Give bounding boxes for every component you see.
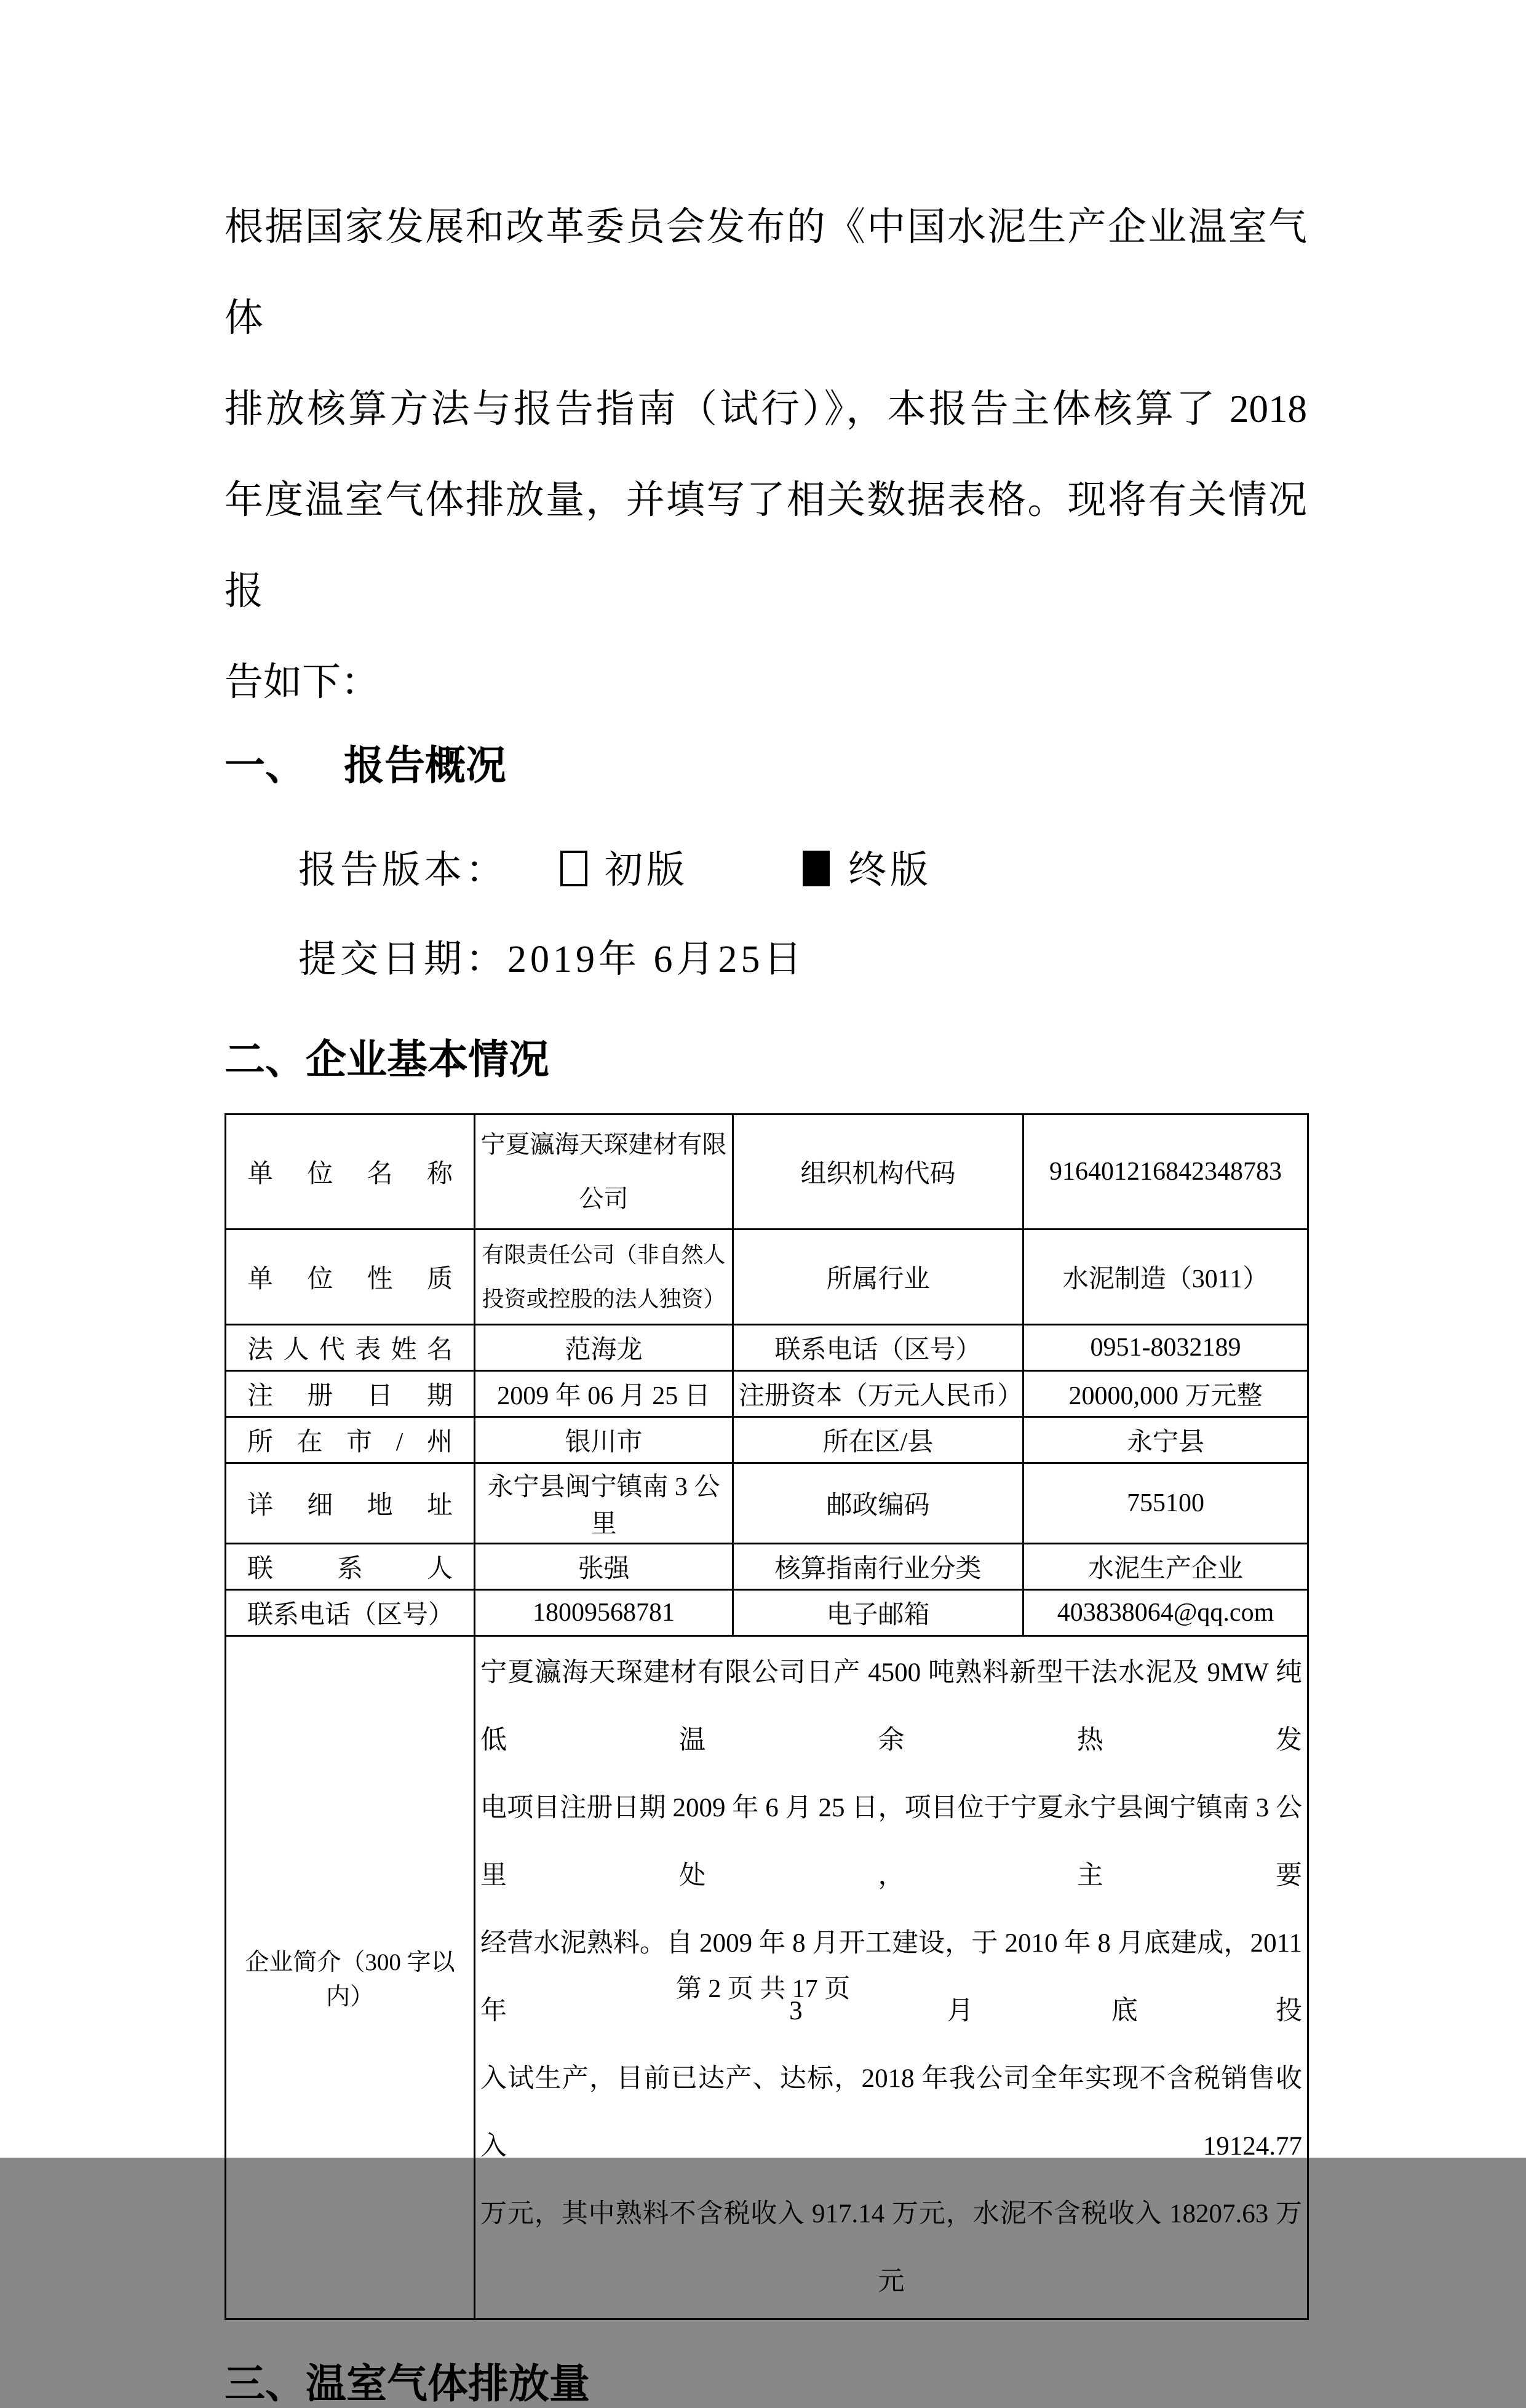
table-row (226, 1543, 1308, 1589)
table-label-cell (226, 1463, 475, 1543)
table-label-cell (226, 1543, 475, 1589)
intro-line: 告如下： (225, 661, 380, 704)
table-value-cell: 403838064@qq.com (1023, 1589, 1308, 1635)
table-row (226, 1417, 1308, 1463)
table-row (226, 1463, 1308, 1543)
table-value-cell: 水泥制造（3011） (1023, 1229, 1308, 1324)
company-table-body (226, 1114, 1308, 2319)
table-value-cell: 银川市 (475, 1417, 733, 1463)
section-heading-company-info (225, 1035, 1307, 1084)
table-value-cell: 0951-8032189 (1023, 1324, 1308, 1370)
section-title: 企业基本情况 (306, 1036, 549, 1082)
table-label-cell (226, 1229, 475, 1324)
profile-label-cell: 企业简介（300 字以内） (226, 1635, 475, 2319)
section-heading-report-overview (225, 741, 1307, 790)
cell-text: 单位性质 (247, 1265, 453, 1293)
submit-date-label: 提交日期： (298, 939, 508, 981)
section-title: 报告概况 (344, 742, 506, 788)
cell-text: 单位名称 (247, 1159, 453, 1188)
section-number: 三、 (225, 2360, 306, 2406)
table-value-cell: 宁夏瀛海天琛建材有限公司 (475, 1114, 733, 1229)
cell-text: 法人代表姓名 (247, 1335, 453, 1364)
report-version-label: 报告版本： (298, 849, 508, 892)
table-row (226, 1589, 1308, 1635)
intro-paragraph (225, 181, 1307, 728)
checkbox-unchecked-icon[interactable] (560, 851, 587, 886)
section-number: 一、 (225, 742, 306, 788)
checkbox-checked-icon[interactable] (803, 851, 830, 886)
table-value-cell: 755100 (1023, 1463, 1308, 1543)
company-info-table (225, 1113, 1309, 2320)
table-value-cell: 2009 年 06 月 25 日 (475, 1370, 733, 1417)
table-row (226, 1114, 1308, 1229)
table-value-cell: 有限责任公司（非自然人投资或控股的法人独资） (475, 1229, 733, 1324)
cell-text: 所在市/州 (247, 1428, 453, 1456)
profile-line: 电项目注册日期 2009 年 6 月 25 日，项目位于宁夏永宁县闽宁镇南 3 公里处，主要 (480, 1793, 1302, 1890)
cell-text: 详细地址 (247, 1491, 453, 1520)
cell-text: 联系人 (247, 1554, 453, 1583)
section-number: 二、 (225, 1036, 306, 1082)
profile-line: 经营水泥熟料。自 2009 年 8 月开工建设，于 2010 年 8 月底建成，2011 年 3 月底投 (480, 1928, 1302, 2025)
submit-date-value: 2019年 6月25日 (507, 939, 806, 981)
table-row (226, 1324, 1308, 1370)
table-value-cell: 20000,000 万元整 (1023, 1370, 1308, 1417)
table-row (226, 1370, 1308, 1417)
profile-line: 万元，其中熟料不含税收入 917.14 万元，水泥不含税收入 18207.63 万元 (480, 2199, 1302, 2296)
intro-line: 排放核算方法与报告指南（试行）》，本报告主体核算了 2018 (225, 387, 1307, 431)
table-label-cell: 邮政编码 (733, 1463, 1023, 1543)
report-version-field (225, 849, 1307, 892)
table-label-cell (226, 1417, 475, 1463)
page-number: 第 2 页 共 17 页 (675, 1975, 851, 2003)
section-heading-ghg-emissions (225, 2359, 1307, 2408)
option-label-final-edition: 终版 (848, 849, 932, 892)
table-label-cell: 电子邮箱 (733, 1589, 1023, 1635)
table-value-cell: 916401216842348783 (1023, 1114, 1308, 1229)
table-label-cell: 核算指南行业分类 (733, 1543, 1023, 1589)
table-label-cell: 所属行业 (733, 1229, 1023, 1324)
table-value-cell: 18009568781 (475, 1589, 733, 1635)
table-value-cell: 范海龙 (475, 1324, 733, 1370)
profile-line: 入试生产，目前已达产、达标，2018 年我公司全年实现不含税销售收入 19124.77 (480, 2064, 1302, 2161)
table-label-cell: 注册资本（万元人民币） (733, 1370, 1023, 1417)
section-title: 温室气体排放量 (306, 2360, 590, 2406)
table-value-cell: 张强 (475, 1543, 733, 1589)
table-label-cell (226, 1114, 475, 1229)
intro-line: 年度温室气体排放量，并填写了相关数据表格。现将有关情况报 (225, 479, 1307, 613)
table-label-cell (226, 1589, 475, 1635)
option-label-first-edition: 初版 (605, 849, 689, 892)
table-value-cell: 水泥生产企业 (1023, 1543, 1308, 1589)
cell-text: 注册日期 (247, 1381, 453, 1410)
submit-date-field (225, 938, 1307, 982)
table-label-cell (226, 1370, 475, 1417)
table-label-cell: 所在区/县 (733, 1417, 1023, 1463)
intro-line: 根据国家发展和改革委员会发布的《中国水泥生产企业温室气体 (225, 205, 1307, 340)
table-label-cell (226, 1324, 475, 1370)
table-label-cell: 组织机构代码 (733, 1114, 1023, 1229)
table-row (226, 1229, 1308, 1324)
cell-text: 联系电话（区号） (247, 1600, 455, 1629)
table-value-cell: 永宁县闽宁镇南 3 公里 (475, 1463, 733, 1543)
table-label-cell: 联系电话（区号） (733, 1324, 1023, 1370)
profile-line: 宁夏瀛海天琛建材有限公司日产 4500 吨熟料新型干法水泥及 9MW 纯低温余热发 (480, 1658, 1302, 1755)
table-value-cell: 永宁县 (1023, 1417, 1308, 1463)
